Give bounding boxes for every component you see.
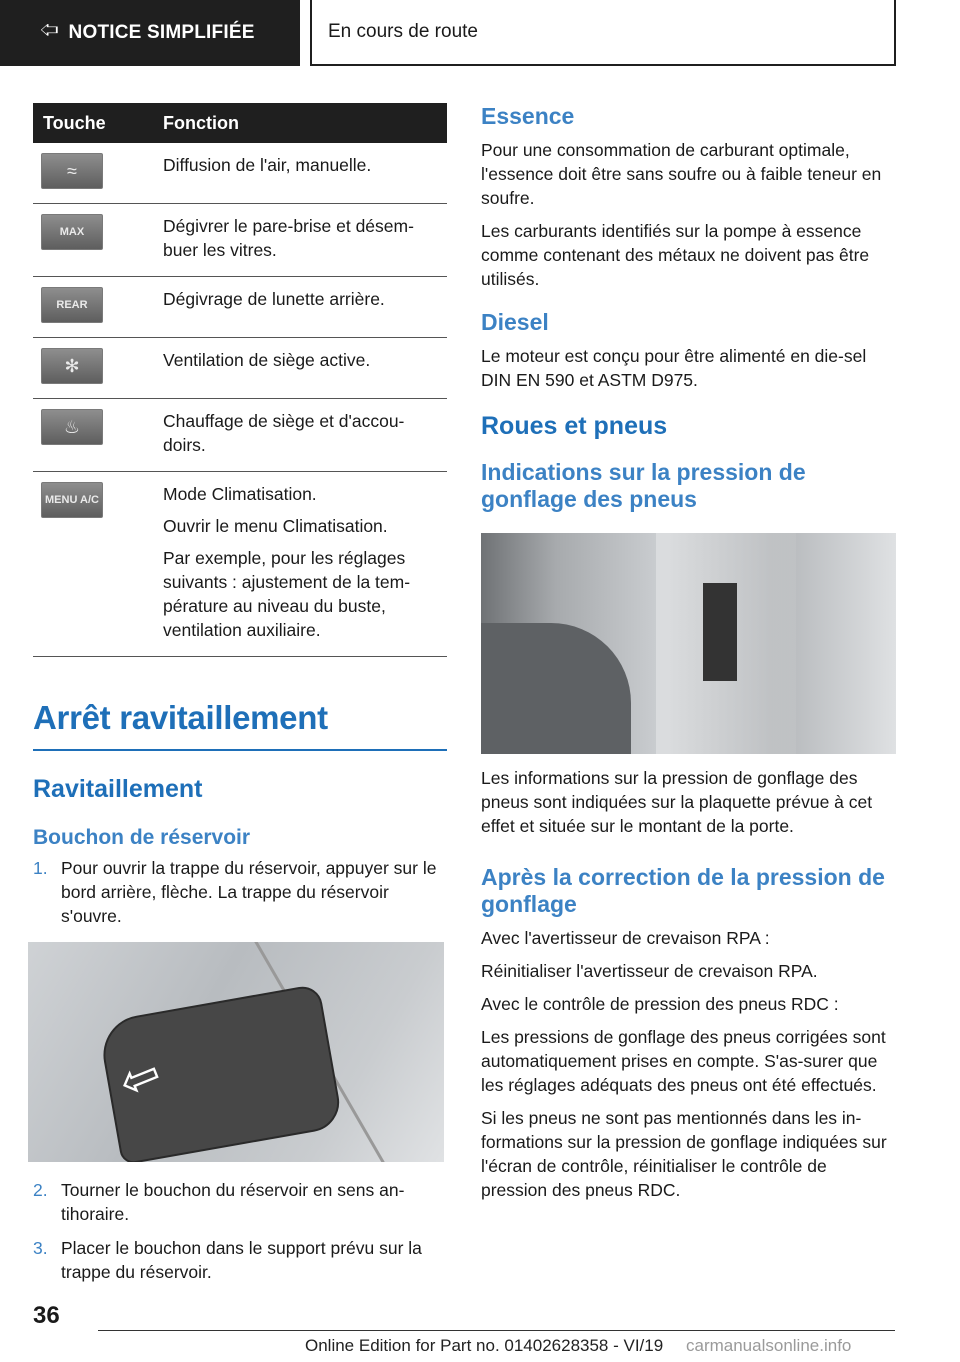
- section-heading: Arrêt ravitaillement: [33, 699, 447, 751]
- row-text: Diffusion de l'air, manuelle.: [163, 143, 447, 204]
- paragraph: Si les pneus ne sont pas mentionnés dans les in-formations sur la pression de gonflage indiquées sur l'écran de contrôle, réinitialiser le contrôle de pression des pneus RDC.: [481, 1108, 887, 1200]
- list-item: 2. Tourner le bouchon du réservoir en sens an-tihoraire.: [33, 1180, 405, 1224]
- row-text: Mode Climatisation.: [163, 484, 317, 504]
- fuel-flap-image: [28, 942, 444, 1162]
- steps-list: [33, 856, 447, 928]
- row-text: Ventilation de siège active.: [163, 338, 447, 399]
- row-text: Chauffage de siège et d'accou-doirs.: [163, 399, 447, 472]
- section-heading: Roues et pneus: [481, 412, 668, 440]
- row-text: Par exemple, pour les réglages suivants : ajustement de la tem-pérature au niveau du buste, ventilation auxiliaire.: [163, 548, 411, 640]
- table-row: [33, 338, 447, 399]
- logo-icon: 🢦: [40, 20, 59, 40]
- door-pillar-image: [481, 533, 896, 754]
- row-text: Ouvrir le menu Climatisation.: [163, 516, 388, 536]
- table-row: [33, 277, 447, 338]
- table-row: [33, 399, 447, 472]
- footer-divider: [98, 1330, 895, 1331]
- chapter-title: En cours de route: [310, 0, 896, 66]
- max-defrost-icon: MAX: [41, 214, 103, 250]
- key-function-table: [33, 103, 447, 657]
- left-column: [33, 103, 447, 1294]
- table-row: [33, 204, 447, 277]
- row-text: Dégivrer le pare-brise et désem-buer les vitres.: [163, 204, 447, 277]
- list-item: 1. Pour ouvrir la trappe du réservoir, appuyer sur le bord arrière, flèche. La trappe du réservoir s'ouvre.: [33, 858, 437, 926]
- subsection-heading: Ravitaillement: [33, 775, 203, 803]
- list-item: 3. Placer le bouchon dans le support prévu sur la trappe du réservoir.: [33, 1238, 422, 1282]
- paragraph: Le moteur est conçu pour être alimenté en die-sel DIN EN 590 et ASTM D975.: [481, 346, 867, 390]
- paragraph: Avec l'avertisseur de crevaison RPA :: [481, 928, 770, 948]
- rear-window-defrost-icon: REAR: [41, 287, 103, 323]
- section-title: NOTICE SIMPLIFIÉE: [68, 22, 255, 43]
- page-number: 36: [33, 1302, 60, 1329]
- air-distribution-manual-icon: ≈: [41, 153, 103, 189]
- table-row: [33, 143, 447, 204]
- arrow-icon: ⇦: [111, 1046, 169, 1111]
- paragraph: Avec le contrôle de pression des pneus RDC :: [481, 994, 839, 1014]
- watermark: carmanualsonline.info: [686, 1336, 852, 1355]
- seat-heating-icon: ♨: [41, 409, 103, 445]
- table-header-fonction: Fonction: [163, 103, 447, 143]
- paragraph: Réinitialiser l'avertisseur de crevaison RPA.: [481, 961, 818, 981]
- table-header-touche: Touche: [33, 103, 163, 143]
- seat-ventilation-icon: ✻: [41, 348, 103, 384]
- header-section-tab: [0, 0, 300, 66]
- diesel-heading: Diesel: [481, 309, 549, 335]
- essence-heading: Essence: [481, 103, 575, 129]
- edition-text: Online Edition for Part no. 01402628358 - VI/19: [305, 1336, 664, 1355]
- topic-heading: Bouchon de réservoir: [33, 826, 251, 849]
- menu-ac-icon: MENU A/C: [41, 482, 103, 518]
- topic-heading: Indications sur la pression de gonflage des pneus: [481, 459, 806, 512]
- table-row: [33, 472, 447, 657]
- steps-list: [33, 1178, 447, 1284]
- topic-heading: Après la correction de la pression de gonflage: [481, 864, 885, 917]
- paragraph: Les pressions de gonflage des pneus corrigées sont automatiquement prises en compte. S'as-surer que les réglages adéquats des pneus ont été effectués.: [481, 1027, 886, 1095]
- right-column: [481, 103, 896, 1211]
- row-text: Dégivrage de lunette arrière.: [163, 277, 447, 338]
- tire-pressure-label: [703, 583, 737, 681]
- paragraph: Les informations sur la pression de gonflage des pneus sont indiquées sur la plaquette prévue à cet effet et située sur le montant de la porte.: [481, 768, 873, 836]
- paragraph: Les carburants identifiés sur la pompe à essence comme contenant des métaux ne doivent pas être utilisés.: [481, 221, 870, 289]
- paragraph: Pour une consommation de carburant optimale, l'essence doit être sans soufre ou à faible teneur en soufre.: [481, 140, 882, 208]
